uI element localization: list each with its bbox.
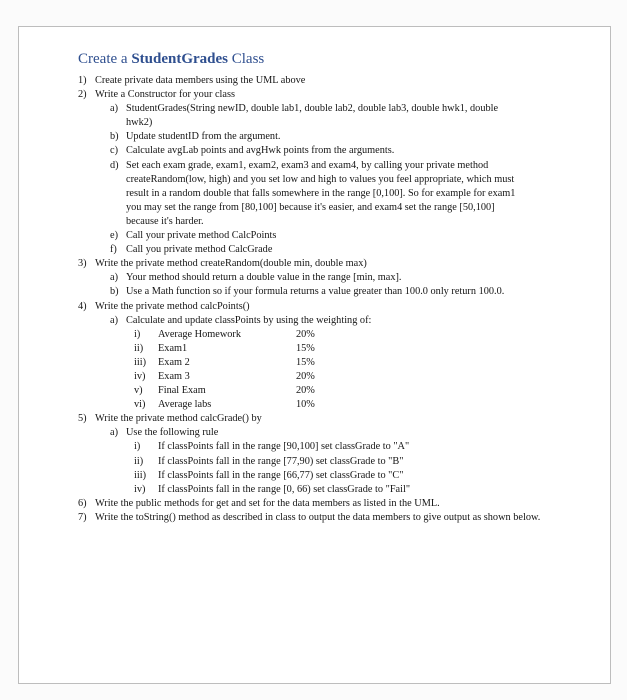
weight-row: vi) Average labs 10%: [134, 399, 315, 411]
grade-rule: iii) If classPoints fall in the range [66,77) set classGrade to "C": [134, 469, 404, 481]
list-subitem: d) Set each exam grade, exam1, exam2, exam3 and exam4, by calling your private method createRandom(low, high) and you set low and high to values you feel appropriate, which must result in a random double that falls somewhere in the range [0,100]. So for example for exam1 you may set the range from [80,100] because it's easier, and exam4 set the range [50,100] because it's harder.: [110, 159, 516, 227]
list-item: 5) Write the private method calcGrade() by: [78, 413, 262, 425]
weight-row: iv) Exam 3 20%: [134, 370, 315, 382]
weight-row: ii) Exam1 15%: [134, 342, 315, 354]
weight-row: i) Average Homework 20%: [134, 328, 315, 340]
list-subitem: a) Use the following rule: [110, 427, 219, 439]
grade-rule: iv) If classPoints fall in the range [0, 66) set classGrade to "Fail": [134, 483, 411, 495]
grade-rule: ii) If classPoints fall in the range [77,90) set classGrade to "B": [134, 455, 404, 467]
page-title: Create a StudentGrades Class: [78, 51, 265, 67]
list-item: 4) Write the private method calcPoints(): [78, 300, 250, 312]
list-subitem: a) Calculate and update classPoints by using the weighting of:: [110, 314, 372, 326]
weight-row: v) Final Exam 20%: [134, 385, 315, 397]
list-subitem: f) Call you private method CalcGrade: [110, 244, 273, 256]
weight-row: iii) Exam 2 15%: [134, 356, 315, 368]
list-item: 3) Write the private method createRandom(double min, double max): [78, 258, 367, 270]
list-item: 1) Create private data members using the UML above: [78, 75, 306, 86]
grade-rule: i) If classPoints fall in the range [90,100] set classGrade to "A": [134, 441, 410, 453]
list-subitem: b) Use a Math function so if your formula returns a value greater than 100.0 only return 100.0.: [110, 286, 505, 298]
list-subitem: a) StudentGrades(String newID, double lab1, double lab2, double lab3, double hwk1, double hwk2): [110, 103, 499, 129]
list-item: 2) Write a Constructor for your class: [78, 89, 235, 101]
list-subitem: c) Calculate avgLab points and avgHwk points from the arguments.: [110, 145, 395, 157]
list-subitem: a) Your method should return a double value in the range [min, max].: [110, 272, 402, 284]
list-item: 7) Write the toString() method as described in class to output the data members to give output as shown below.: [78, 511, 541, 523]
list-subitem: b) Update studentID from the argument.: [110, 131, 281, 143]
document: [78, 50, 548, 525]
list-subitem: e) Call your private method CalcPoints: [110, 230, 277, 242]
list-item: 6) Write the public methods for get and set for the data members as listed in the UML.: [78, 497, 440, 509]
